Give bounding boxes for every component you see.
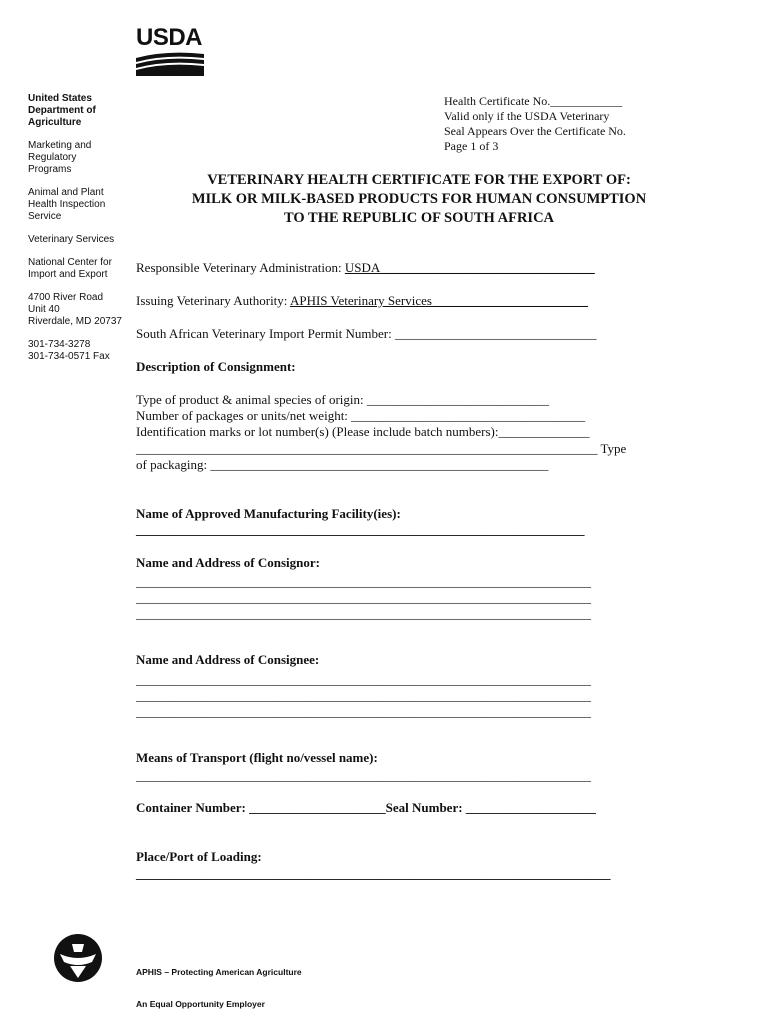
address-line: 4700 River Road <box>28 292 104 303</box>
consignment-heading: Description of Consignment: <box>136 359 296 374</box>
consignee-field-line[interactable]: ______________________________________________________________________ <box>136 688 591 703</box>
agency-name <box>28 93 128 129</box>
agency-sidebar <box>28 93 128 374</box>
usda-logo-text: USDA <box>136 24 203 51</box>
aphis-seal-icon <box>52 932 104 984</box>
packages-field[interactable]: Number of packages or units/net weight: ____________________________________ <box>136 408 586 423</box>
certificate-info <box>444 94 664 154</box>
title-line: VETERINARY HEALTH CERTIFICATE FOR THE EXPORT OF: <box>207 172 631 188</box>
title-line: MILK OR MILK-BASED PRODUCTS FOR HUMAN CONSUMPTION <box>191 191 647 207</box>
footer-tagline: APHIS – Protecting American Agriculture <box>136 967 302 977</box>
usda-logo-hills-icon <box>136 28 204 76</box>
division-line: Veterinary Services <box>28 234 115 245</box>
phone-numbers <box>28 339 128 363</box>
seal-number-label: Seal Number: <box>385 800 466 815</box>
consignor-heading: Name and Address of Consignor: <box>136 555 320 570</box>
loading-heading: Place/Port of Loading: <box>136 849 262 864</box>
consignor-field-line[interactable]: ______________________________________________________________________ <box>136 606 591 621</box>
container-number-field[interactable]: _____________________ <box>249 800 386 815</box>
validity-note: Valid only if the USDA Veterinary <box>444 109 610 123</box>
import-permit-field[interactable]: South African Veterinary Import Permit Number: _______________________________ <box>136 326 597 341</box>
transport-field[interactable]: ______________________________________________________________________ <box>136 768 591 783</box>
page-indicator: Page 1 of 3 <box>444 139 499 153</box>
program-line: Marketing and <box>28 140 92 151</box>
center-line: National Center for <box>28 257 112 268</box>
phone-line: 301-734-3278 <box>28 339 91 350</box>
address-line: Riverdale, MD 20737 <box>28 316 122 327</box>
packaging-type-field[interactable]: of packaging: ____________________________________________________ <box>136 457 549 472</box>
program-line: Programs <box>28 164 72 175</box>
center-name <box>28 257 128 281</box>
issuing-authority-row <box>136 293 588 309</box>
consignee-field-line[interactable]: ______________________________________________________________________ <box>136 704 591 719</box>
consignee-field-line[interactable]: ______________________________________________________________________ <box>136 672 591 687</box>
fax-line: 301-734-0571 Fax <box>28 351 110 362</box>
program-line: Regulatory <box>28 152 77 163</box>
responsible-admin-label: Responsible Veterinary Administration: <box>136 260 345 275</box>
agency-line: Agriculture <box>28 117 82 128</box>
center-line: Import and Export <box>28 269 108 280</box>
transport-heading: Means of Transport (flight no/vessel name): <box>136 750 378 765</box>
certificate-title <box>136 171 702 228</box>
footer-equal-opportunity: An Equal Opportunity Employer <box>136 999 265 1009</box>
title-line: TO THE REPUBLIC OF SOUTH AFRICA <box>283 210 555 226</box>
seal-number-field[interactable]: ____________________ <box>465 800 596 815</box>
aphis-seal-logo <box>52 932 104 984</box>
facility-field[interactable]: _____________________________________________________________________ <box>136 522 585 537</box>
agency-line: Department of <box>28 105 96 116</box>
identification-marks-continued[interactable]: _______________________________________________________________________ Type <box>136 441 627 456</box>
consignor-field-line[interactable]: ______________________________________________________________________ <box>136 574 591 589</box>
container-seal-row <box>136 800 596 816</box>
division-name <box>28 234 128 246</box>
seal-note: Seal Appears Over the Certificate No. <box>444 124 626 138</box>
service-line: Animal and Plant <box>28 187 104 198</box>
facility-heading: Name of Approved Manufacturing Facility(ies): <box>136 506 401 521</box>
loading-field[interactable]: _________________________________________________________________________ <box>136 866 611 881</box>
identification-marks-field[interactable]: Identification marks or lot number(s) (Please include batch numbers):______________ <box>136 424 590 439</box>
service-line: Service <box>28 211 62 222</box>
mailing-address <box>28 292 128 328</box>
consignor-field-line[interactable]: ______________________________________________________________________ <box>136 590 591 605</box>
responsible-admin-field[interactable]: USDA_________________________________ <box>344 260 595 275</box>
service-line: Health Inspection <box>28 199 106 210</box>
responsible-admin-row <box>136 260 595 276</box>
program-name <box>28 140 128 176</box>
address-line: Unit 40 <box>28 304 60 315</box>
certificate-number-field[interactable]: Health Certificate No.____________ <box>444 94 623 108</box>
service-name <box>28 187 128 223</box>
usda-logo <box>136 24 204 76</box>
product-type-field[interactable]: Type of product & animal species of origin: ____________________________ <box>136 392 549 407</box>
consignee-heading: Name and Address of Consignee: <box>136 652 320 667</box>
agency-line: United States <box>28 93 92 104</box>
issuing-authority-label: Issuing Veterinary Authority: <box>136 293 290 308</box>
container-number-label: Container Number: <box>136 800 250 815</box>
issuing-authority-field[interactable]: APHIS Veterinary Services________________________ <box>289 293 588 308</box>
